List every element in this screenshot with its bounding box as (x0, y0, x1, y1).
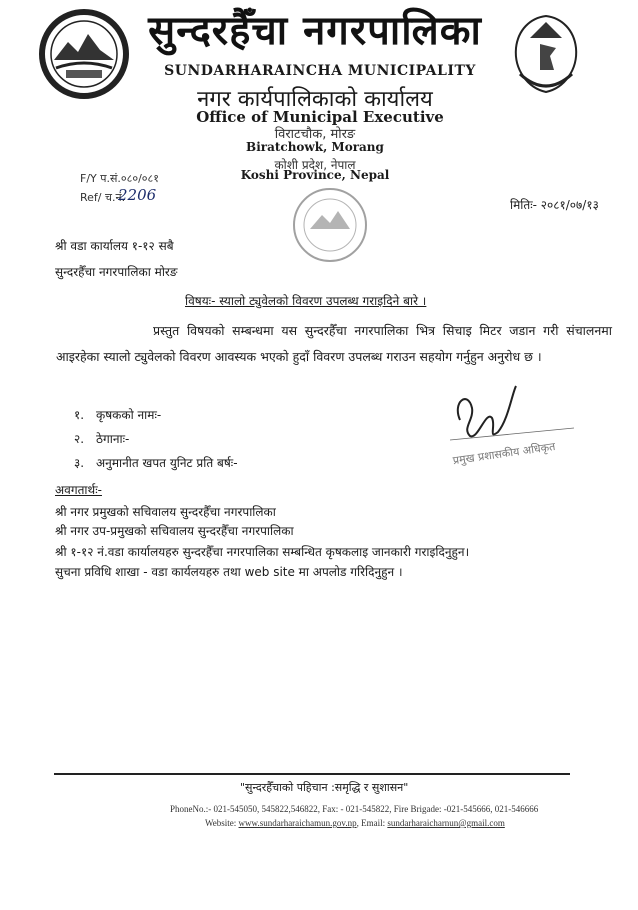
cc-item: श्री १-१२ नं.वडा कार्यालयहरु सुन्दरहैँचा नगरपालिका सम्बन्धित कृषकलाइ जानकारी गराइदिनुहुन। (55, 545, 470, 559)
item-number: १. (74, 408, 85, 422)
municipality-title-devanagari: सुन्दरहैँचा नगरपालिका (148, 7, 482, 54)
office-title-english: Office of Municipal Executive (196, 108, 444, 126)
item-text: ठेगानाः- (96, 432, 130, 446)
list-item (74, 406, 161, 423)
letter-body: प्रस्तुत विषयको सम्बन्धमा यस सुन्दरहैँचा नगरपालिका भित्र सिचाइ मिटर जडान गरी संचालनमा आइरहेका स्यालो ट्युवेलको विवरण आवस्यक भएको हुदाँ विवरण उपलब्ध गराउन सहयोग गर्नुहुन अनुरोध छ । (56, 323, 612, 364)
footer-divider (54, 773, 570, 775)
municipality-emblem-icon (38, 8, 130, 100)
email-link[interactable]: sundarharaicharnun@gmail.com (387, 818, 505, 828)
province-english: Koshi Province, Nepal (240, 168, 390, 182)
cc-item: श्री नगर प्रमुखको सचिवालय सुन्दरहैँचा नगरपालिका (55, 505, 276, 519)
ref-number: 2206 (118, 186, 157, 204)
list-item (74, 454, 238, 471)
office-title-devanagari: नगर कार्यपालिकाको कार्यालय (197, 87, 433, 112)
email-label: , Email: (356, 818, 386, 828)
place-english: Biratchowk, Morang (246, 140, 384, 154)
signature-stamp-text: प्रमुख प्रशासकीय अधिकृत (452, 440, 557, 468)
ref-label: Ref/ च.नं. (80, 191, 126, 204)
item-number: २. (74, 432, 85, 446)
list-item (74, 430, 129, 447)
place-devanagari: विराटचौक, मोरङ (274, 127, 356, 142)
letter-date: मितिः- २०८१/०७/१३ (510, 198, 599, 212)
cc-title: अवगतार्थः- (55, 483, 102, 497)
cc-item: श्री नगर उप-प्रमुखको सचिवालय सुन्दरहैँचा नगरपालिका (55, 524, 294, 538)
item-number: ३. (74, 456, 85, 470)
item-text: कृषकको नामः- (96, 408, 162, 422)
footer-website (205, 818, 605, 828)
footer-slogan: "सुन्दरहैँचाको पहिचान :समृद्धि र सुशासन" (240, 781, 409, 794)
item-text: अनुमानीत खपत युनिट प्रति बर्षः- (96, 456, 238, 470)
municipality-title-english: SUNDARHARAINCHA MUNICIPALITY (164, 63, 476, 79)
letter-subject: विषयः- स्यालो ट्युवेलको विवरण उपलब्ध गराइदिने बारे । (185, 294, 427, 308)
addressee-line-1: श्री वडा कार्यालय १-१२ सबै (55, 239, 174, 253)
footer-contact: PhoneNo.:- 021-545050, 545822,546822, Fax: - 021-545822, Fire Brigade: -021-545666, 021-546666 (170, 804, 539, 814)
nepal-emblem-icon (500, 8, 592, 100)
signature-icon (442, 380, 582, 480)
website-link[interactable]: www.sundarharaichamun.gov.np (238, 818, 357, 828)
website-label: Website: (205, 818, 237, 828)
fiscal-year: F/Y प.सं.०८०/०८१ (80, 172, 159, 185)
addressee-line-2: सुन्दरहैँचा नगरपालिका मोरङ (55, 265, 178, 279)
office-seal-icon (290, 185, 370, 265)
province-devanagari: कोशी प्रदेश, नेपाल (274, 158, 356, 172)
cc-item: सुचना प्रविधि शाखा - वडा कार्यलयहरु तथा web site मा अपलोड गरिदिनुहुन । (55, 565, 403, 579)
